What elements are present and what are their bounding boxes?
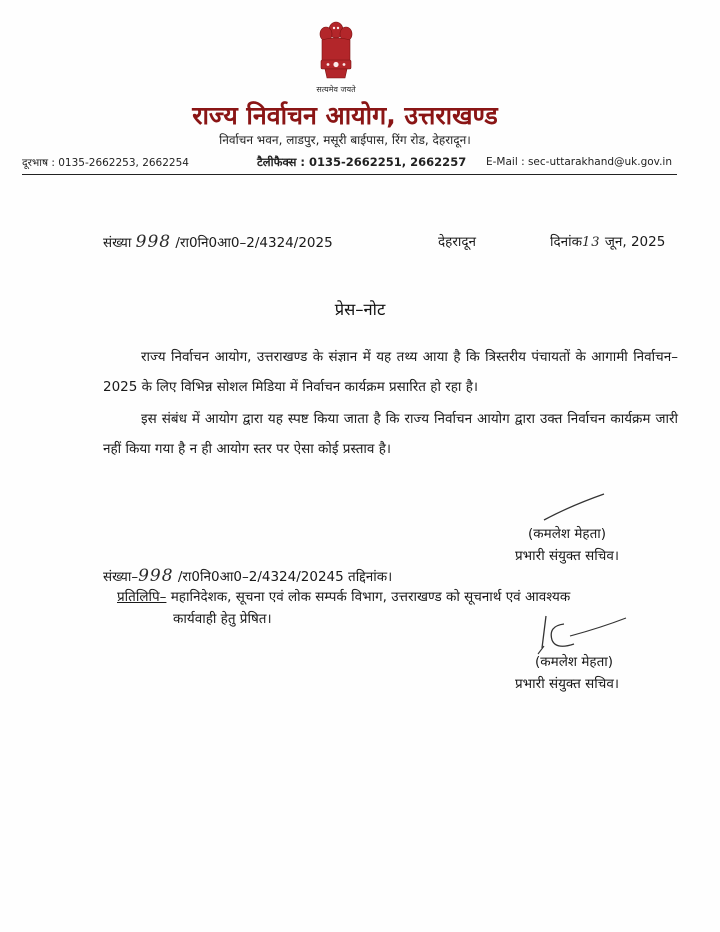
reference2-label: संख्या– [103, 569, 139, 585]
fax-numbers: टैलीफैक्स : 0135-2662251, 2662257 [257, 155, 467, 169]
ashoka-emblem-icon [312, 16, 360, 86]
phone-numbers: दूरभाष : 0135-2662253, 2662254 [22, 157, 189, 169]
reference-number-line-2 [103, 566, 392, 586]
letterhead-divider [22, 174, 677, 175]
signatory-designation-2: प्रभारी संयुक्त सचिव। [515, 676, 619, 692]
date-label: दिनांक [550, 234, 583, 250]
signatory-name-1: (कमलेश मेहता) [528, 526, 607, 542]
reference-code: /रा0नि0आ0–2/4324/2025 [175, 235, 333, 251]
signatory-designation-1: प्रभारी संयुक्त सचिव। [515, 548, 619, 564]
email-address: E-Mail : sec-uttarakhand@uk.gov.in [486, 156, 672, 168]
signature-stroke-1 [540, 492, 610, 524]
copy-text: महानिदेशक, सूचना एवं लोक सम्पर्क विभाग, उत्तराखण्ड को सूचनार्थ एवं आवश्यक [170, 589, 571, 605]
reference2-code: /रा0नि0आ0–2/4324/20245 तद्दिनांक। [177, 569, 393, 585]
reference2-number-handwritten: 998 [138, 566, 174, 586]
paragraph-2-text: इस संबंध में आयोग द्वारा यह स्पष्ट किया जाता है कि राज्य निर्वाचन आयोग द्वारा उक्त निर्वाचन कार्यक्रम जारी नहीं किया गया है न ही आयोग स्तर पर ऐसा कोई प्रस्ताव है। [103, 411, 678, 457]
place: देहरादून [438, 234, 477, 250]
body-paragraph-1 [103, 342, 678, 402]
reference-number-handwritten: 998 [135, 232, 172, 252]
organization-address: निर्वाचन भवन, लाडपुर, मसूरी बाईपास, रिंग रोड, देहरादून। [219, 133, 471, 147]
press-note-heading: प्रेस–नोट [334, 300, 386, 319]
copy-text-line-2: कार्यवाही हेतु प्रेषित। [173, 611, 272, 627]
body-paragraph-2 [103, 404, 678, 464]
emblem-motto: सत्यमेव जयते [316, 85, 356, 94]
paragraph-1-text: राज्य निर्वाचन आयोग, उत्तराखण्ड के संज्ञान में यह तथ्य आया है कि त्रिस्तरीय पंचायतों के आगामी निर्वाचन–2025 के लिए विभिन्न सोशल मिडिया में निर्वाचन कार्यक्रम प्रसारित हो रहा है। [103, 349, 678, 395]
date-line [550, 232, 665, 250]
copy-label: प्रतिलिपि– [117, 589, 167, 605]
organization-title: राज्य निर्वाचन आयोग, उत्तराखण्ड [192, 101, 498, 130]
date-month-year: जून, 2025 [604, 234, 666, 250]
date-day-handwritten: 13 [582, 235, 601, 250]
reference-label: संख्या [103, 235, 132, 251]
reference-number-line [103, 232, 333, 252]
signatory-name-2: (कमलेश मेहता) [535, 654, 614, 670]
